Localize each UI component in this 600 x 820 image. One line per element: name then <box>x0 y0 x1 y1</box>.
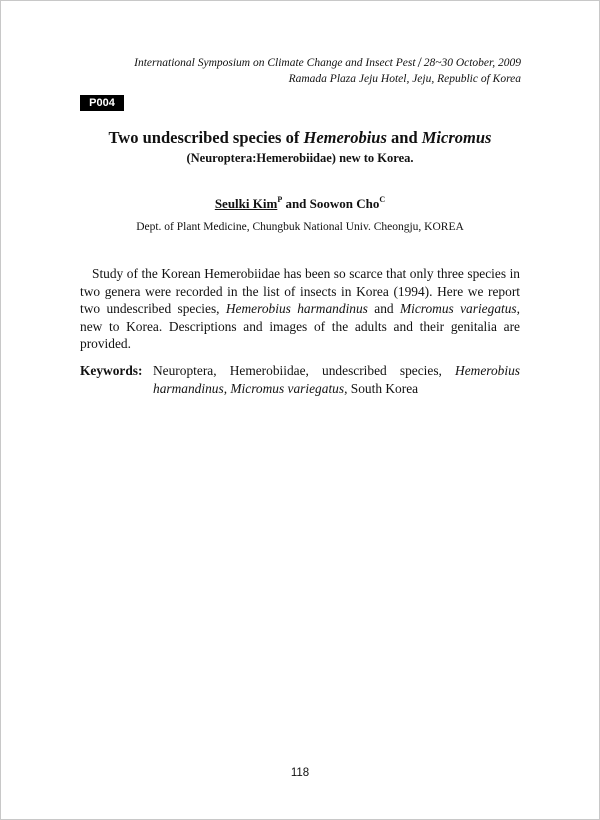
keywords-text-3: , South Korea <box>344 380 419 396</box>
header-separator: / <box>417 55 422 71</box>
abstract-species-1: Hemerobius harmandinus <box>225 301 368 316</box>
abstract-paragraph <box>80 265 520 353</box>
keywords-list <box>153 362 520 397</box>
header-dates: 28~30 October, 2009 <box>423 57 521 69</box>
keywords-label: Keywords: <box>80 363 143 378</box>
abstract-text-1: Study of the Korean Hemerobiidae has been so scarce that only three species in two genera were recorded in the list of insects in Korea (1994). Here we report two undescribed species, <box>80 266 520 316</box>
keywords-text-1: Neuroptera, Hemerobiidae, undescribed species, <box>153 363 456 378</box>
header-event: International Symposium on Climate Change and Insect Pest <box>134 57 416 69</box>
author-line <box>40 196 560 212</box>
abstract-text-3: , new to Korea. Descriptions and images of the adults and their genitalia are provided. <box>80 301 521 351</box>
header-line-1 <box>101 55 521 71</box>
corresponding-mark: C <box>379 195 386 204</box>
presenting-author: Seulki Kim <box>214 196 278 211</box>
symposium-header <box>101 55 521 87</box>
paper-subtitle: (Neuroptera:Hemerobiidae) new to Korea. <box>186 151 414 165</box>
keywords-text-2: , <box>223 380 231 396</box>
affiliation: Dept. of Plant Medicine, Chungbuk National Univ. Cheongju, KOREA <box>136 221 464 233</box>
header-venue: Ramada Plaza Jeju Hotel, Jeju, Republic of Korea <box>288 73 521 85</box>
keywords-species-2: Micromus variegatus <box>230 380 345 396</box>
title-genus-1: Hemerobius <box>303 128 387 147</box>
keywords-section <box>80 362 520 397</box>
abstract-text-2: and <box>367 301 400 316</box>
page-number: 118 <box>290 767 310 779</box>
keywords-species-1: Hemerobius harmandinus <box>153 363 520 396</box>
abstract-species-2: Micromus variegatus <box>399 301 517 316</box>
poster-code-badge: P004 <box>80 95 124 111</box>
title-text-2: and <box>386 128 422 147</box>
paper-title <box>40 128 560 148</box>
title-genus-2: Micromus <box>421 128 492 147</box>
title-text-1: Two undescribed species of <box>108 128 304 147</box>
presenter-mark: P <box>277 195 283 204</box>
author-joiner: and Soowon Cho <box>282 196 380 211</box>
